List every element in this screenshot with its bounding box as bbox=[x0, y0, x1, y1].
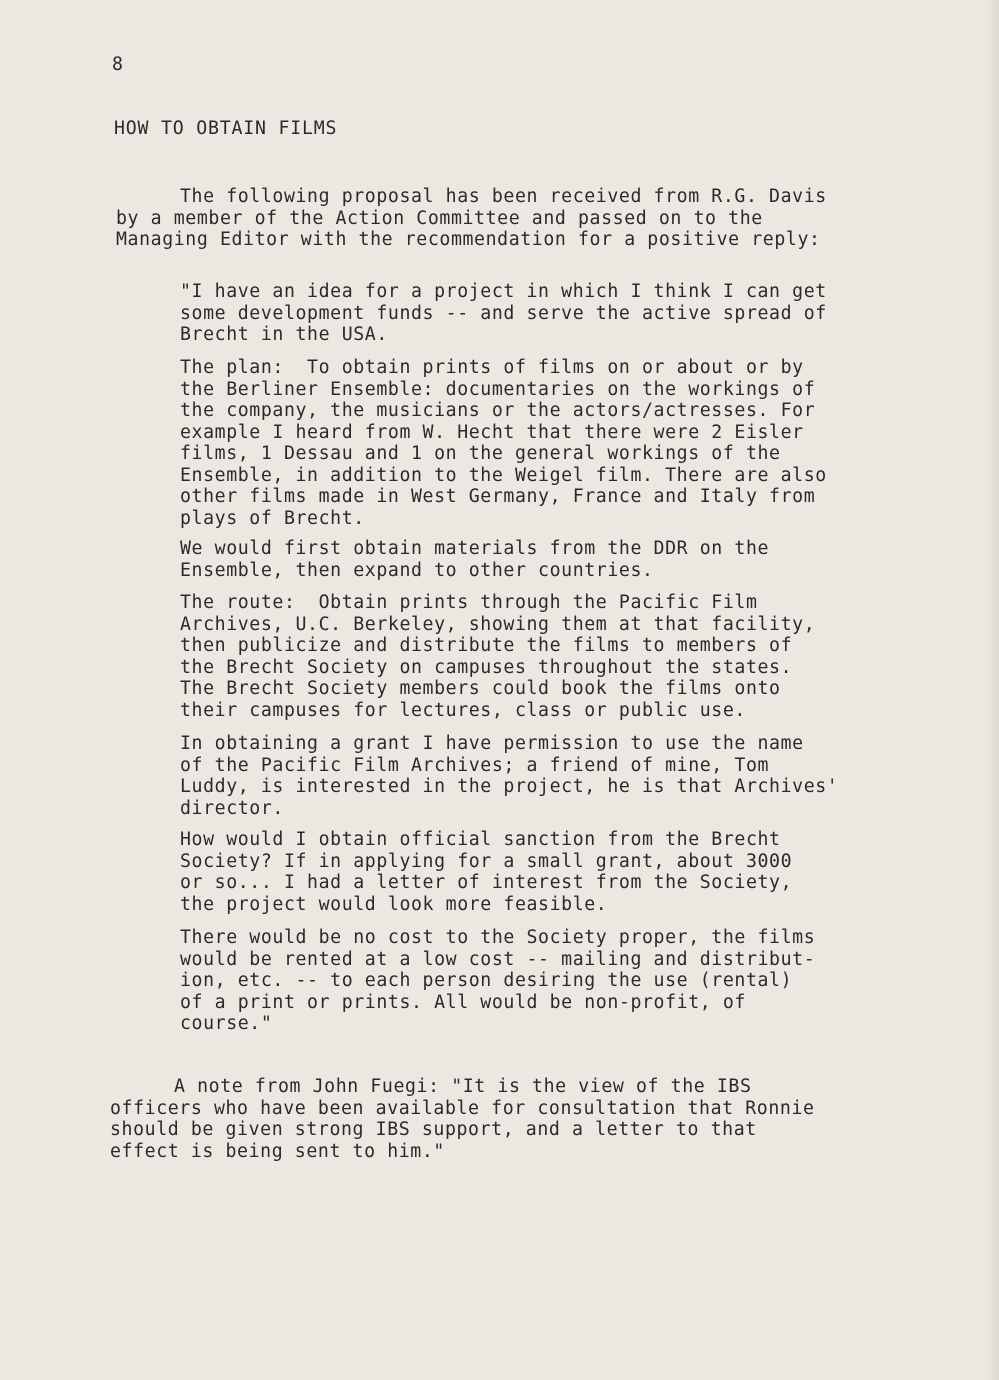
note-line-1: A note from John Fuegi: "It is the view of the IBS bbox=[174, 1076, 752, 1097]
quote-paragraph-6: How would I obtain official sanction from the Brecht Society? If in applying for a small grant, about 3000 or so... I had a letter of interest from the Society, the project would look more feasible. bbox=[180, 829, 793, 915]
note-paragraph bbox=[110, 1076, 815, 1162]
intro-line-1: The following proposal has been received from R.G. Davis bbox=[180, 186, 827, 207]
quote-paragraph-7: There would be no cost to the Society proper, the films would be rented at a low cost -- mailing and distribut- ion, etc. -- to each person desiring the use (rental) of a print or prints. All would be non-profit, of course." bbox=[180, 927, 816, 1034]
note-continuation: officers who have been available for consultation that Ronnie should be given strong IBS support, and a letter to that effect is being sent to him." bbox=[110, 1097, 815, 1162]
page-number: 8 bbox=[112, 54, 124, 75]
quote-paragraph-2: The plan: To obtain prints of films on or about or by the Berliner Ensemble: documentaries on the workings of the company, the musicians or the actors/actresses. For example I heard from W. Hecht that there were 2 Eisler films, 1 Dessau and 1 on the general workings of the Ensemble, in addition to the Weigel film. There are also other films made in West Germany, France and Italy from plays of Brecht. bbox=[180, 357, 827, 529]
quote-paragraph-5: In obtaining a grant I have permission to use the name of the Pacific Film Archives; a friend of mine, Tom Luddy, is interested in the project, he is that Archives' director. bbox=[180, 733, 839, 819]
quote-paragraph-1: "I have an idea for a project in which I think I can get some development funds -- and serve the active spread of Brecht in the USA. bbox=[180, 281, 827, 345]
quote-paragraph-3: We would first obtain materials from the DDR on the Ensemble, then expand to other countries. bbox=[180, 538, 770, 581]
section-heading: HOW TO OBTAIN FILMS bbox=[114, 118, 338, 139]
page-edge-shadow bbox=[985, 0, 999, 1380]
quote-paragraph-4: The route: Obtain prints through the Pacific Film Archives, U.C. Berkeley, showing them at that facility, then publicize and distribute the films to members of the Brecht Society on campuses throughout the states. The Brecht Society members could book the films onto their campuses for lectures, class or public use. bbox=[180, 592, 816, 721]
intro-paragraph bbox=[116, 186, 827, 251]
intro-line-2: by a member of the Action Committee and passed on to the bbox=[116, 207, 763, 229]
intro-line-3: Managing Editor with the recommendation for a positive reply: bbox=[116, 229, 821, 250]
